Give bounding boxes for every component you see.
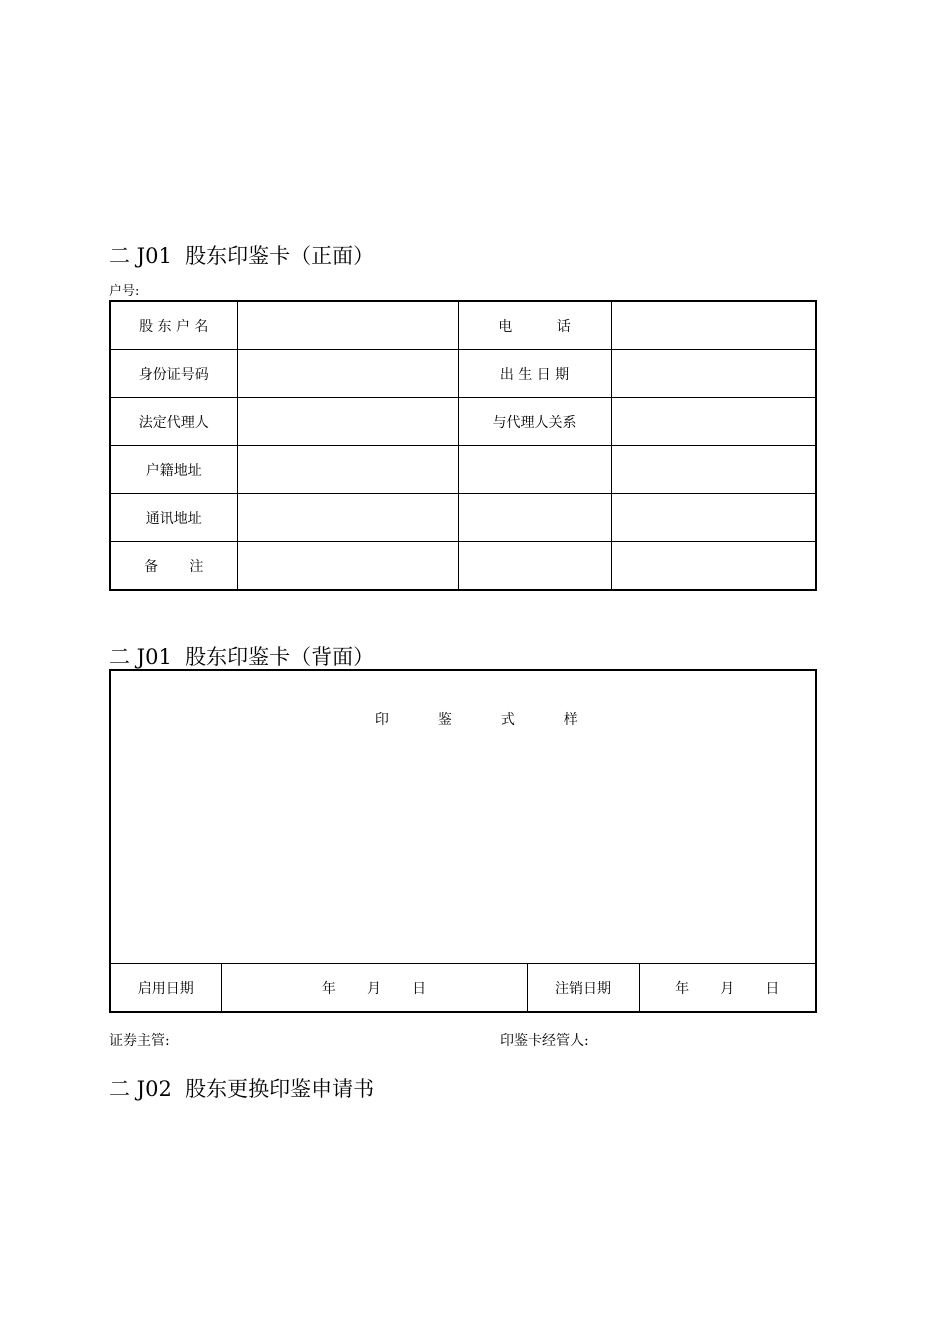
row-label: 法定代理人 — [110, 398, 237, 446]
supervisor-label: 证券主管: — [109, 1033, 170, 1049]
back-card-table — [109, 669, 817, 1013]
row-label — [458, 542, 611, 591]
seal-sample-label: 印 鉴 式 样 — [374, 712, 578, 728]
start-date-label: 启用日期 — [110, 964, 221, 1013]
value-cell[interactable] — [611, 350, 816, 398]
value-cell[interactable] — [237, 398, 458, 446]
value-cell[interactable] — [611, 398, 816, 446]
value-cell[interactable] — [237, 446, 458, 494]
table-row — [110, 542, 816, 591]
value-cell[interactable] — [237, 494, 458, 542]
row-label: 股 东 户 名 — [110, 301, 237, 350]
row-label: 备 注 — [110, 542, 237, 591]
row-label: 出 生 日 期 — [458, 350, 611, 398]
table-row — [110, 670, 816, 964]
cancel-date-value[interactable]: 年 月 日 — [639, 964, 816, 1013]
row-label — [458, 446, 611, 494]
table-row — [110, 494, 816, 542]
value-cell[interactable] — [237, 301, 458, 350]
row-label: 户籍地址 — [110, 446, 237, 494]
row-label: 通讯地址 — [110, 494, 237, 542]
value-cell[interactable] — [237, 542, 458, 591]
cancel-date-label: 注销日期 — [527, 964, 639, 1013]
next-section-title: 二 J02 股东更换印鉴申请书 — [109, 1077, 375, 1101]
front-card-title: 二 J01 股东印鉴卡（正面） — [109, 244, 375, 268]
value-cell[interactable] — [237, 350, 458, 398]
table-row — [110, 446, 816, 494]
value-cell[interactable] — [611, 542, 816, 591]
table-row — [110, 964, 816, 1013]
custodian-label: 印鉴卡经管人: — [500, 1033, 589, 1049]
value-cell[interactable] — [611, 446, 816, 494]
table-row — [110, 398, 816, 446]
start-date-value[interactable]: 年 月 日 — [221, 964, 527, 1013]
row-label: 电 话 — [458, 301, 611, 350]
row-label — [458, 494, 611, 542]
back-card-title: 二 J01 股东印鉴卡（背面） — [109, 645, 375, 669]
account-number-label: 户号: — [109, 284, 140, 299]
row-label: 与代理人关系 — [458, 398, 611, 446]
value-cell[interactable] — [611, 301, 816, 350]
value-cell[interactable] — [611, 494, 816, 542]
table-row — [110, 350, 816, 398]
front-card-table — [109, 300, 817, 591]
seal-sample-area[interactable] — [110, 670, 816, 964]
row-label: 身份证号码 — [110, 350, 237, 398]
table-row — [110, 301, 816, 350]
